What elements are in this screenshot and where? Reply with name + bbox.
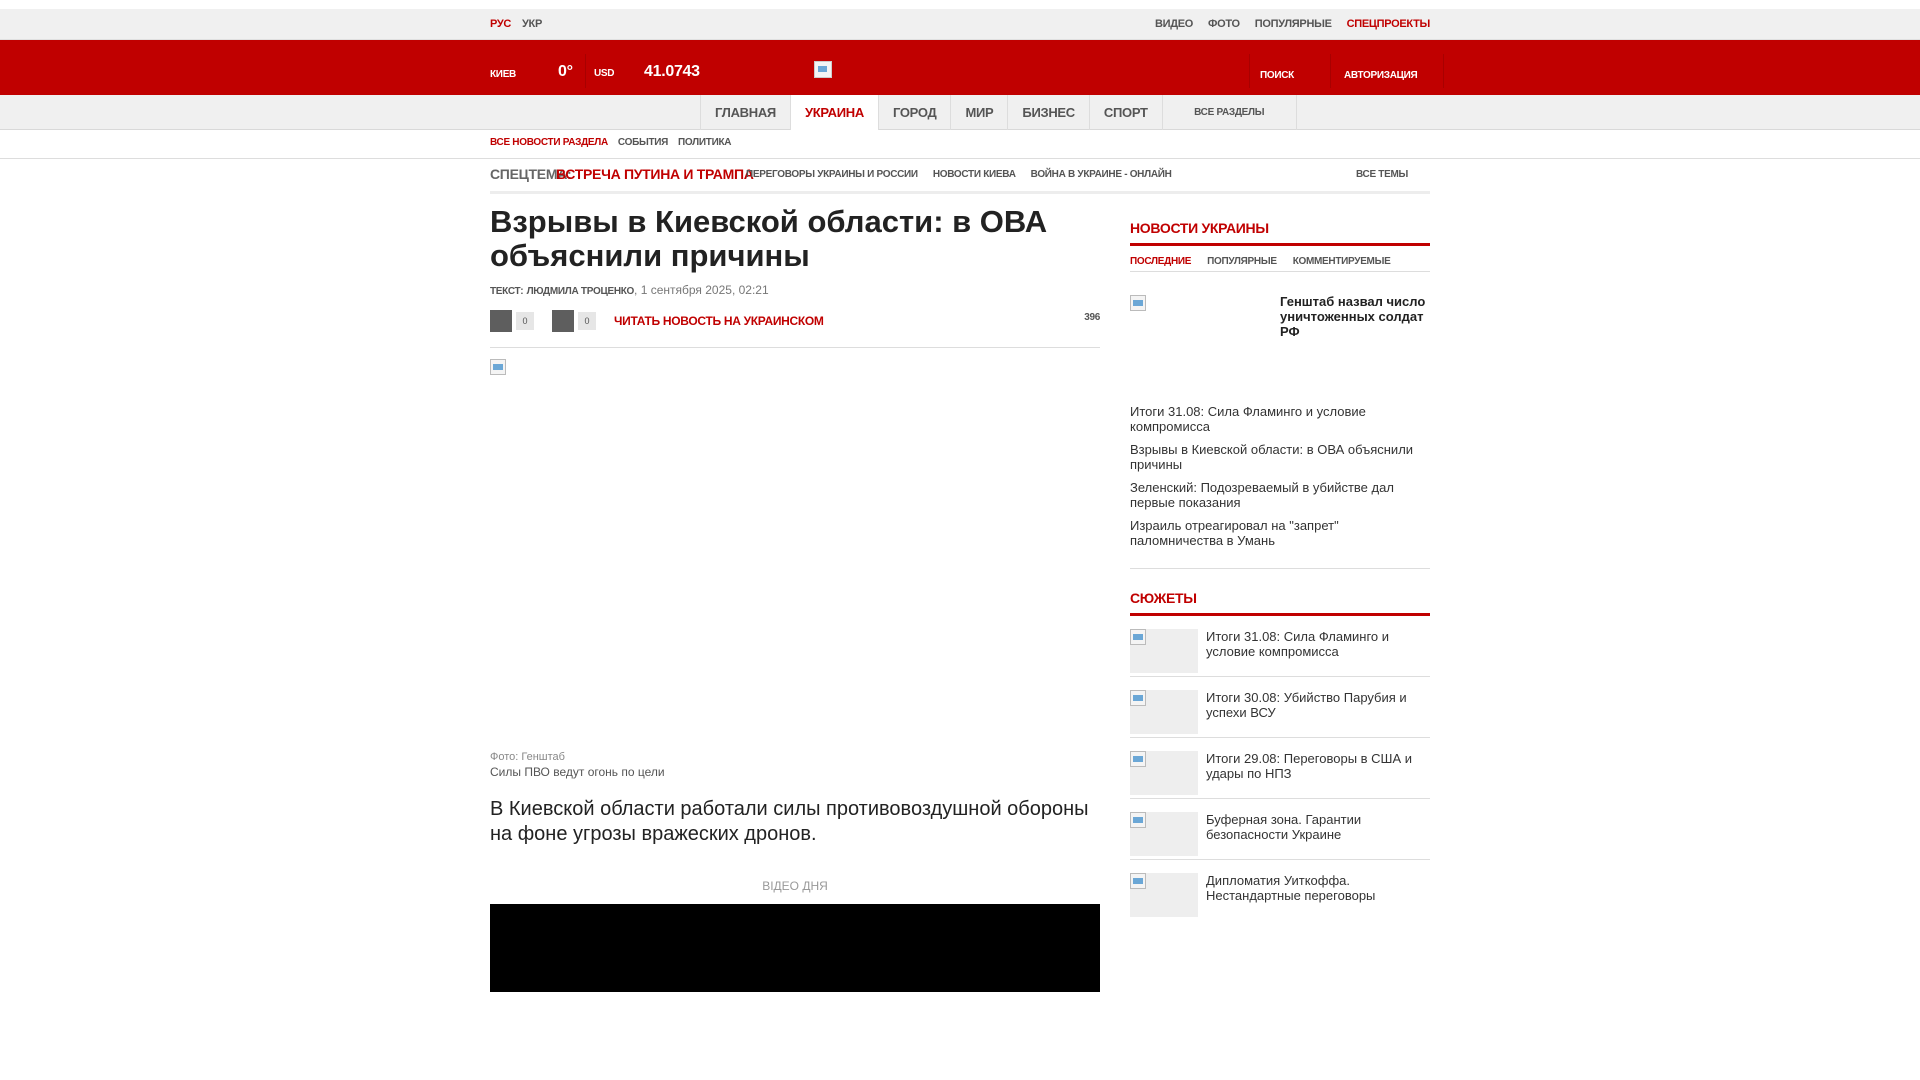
article-lead: В Киевской области работали силы противовоздушной обороны на фоне угрозы вражеских дронов. bbox=[490, 798, 1089, 845]
share-icon[interactable] bbox=[490, 310, 512, 332]
video-of-day-label: ВІДЕО ДНЯ bbox=[762, 879, 828, 893]
story-item[interactable] bbox=[1130, 738, 1430, 799]
article-actions bbox=[490, 310, 1100, 348]
article-image bbox=[490, 359, 506, 375]
tab-commented[interactable]: КОММЕНТИРУЕМЫЕ bbox=[1292, 256, 1391, 267]
story-title[interactable]: Итоги 30.08: Убийство Парубия и успехи ВСУ bbox=[1206, 690, 1407, 720]
sidebar-tabs bbox=[1130, 256, 1430, 272]
topics-all-link[interactable]: ВСЕ ТЕМЫ bbox=[1355, 169, 1408, 180]
story-title[interactable]: Дипломатия Уиткоффа. Нестандартные переговоры bbox=[1206, 873, 1376, 903]
subnav-politics[interactable]: ПОЛИТИКА bbox=[678, 137, 732, 148]
story-item[interactable] bbox=[1130, 677, 1430, 738]
top-link-popular[interactable]: ПОПУЛЯРНЫЕ bbox=[1254, 18, 1332, 30]
nav-world[interactable]: МИР bbox=[951, 95, 1008, 130]
article-title: Взрывы в Киевской области: в ОВА объяснили причины bbox=[490, 204, 1048, 273]
story-thumbnail bbox=[1130, 751, 1198, 795]
news-item[interactable]: Израиль отреагировал на "запрет" паломничества в Умань bbox=[1130, 518, 1339, 548]
story-item[interactable] bbox=[1130, 616, 1430, 677]
weather-city[interactable]: КИЕВ bbox=[490, 69, 516, 80]
lang-ukr-link[interactable]: УКР bbox=[522, 18, 542, 30]
top-links bbox=[1155, 18, 1430, 30]
subnav-events[interactable]: СОБЫТИЯ bbox=[617, 137, 669, 148]
nav-business[interactable]: БИЗНЕС bbox=[1008, 95, 1089, 130]
divider bbox=[585, 54, 586, 88]
nav-city[interactable]: ГОРОД bbox=[879, 95, 952, 130]
article-date: 1 сентября 2025, 02:21 bbox=[640, 283, 769, 297]
news-list bbox=[1130, 404, 1430, 569]
story-title[interactable]: Итоги 31.08: Сила Фламинго и условие компромисса bbox=[1206, 629, 1390, 659]
share-count: 0 bbox=[516, 312, 534, 330]
divider bbox=[1249, 54, 1250, 88]
photo-credit: Фото: Генштаб bbox=[490, 751, 565, 763]
tab-popular[interactable]: ПОПУЛЯРНЫЕ bbox=[1207, 256, 1277, 267]
story-title[interactable]: Итоги 29.08: Переговоры в США и удары по НПЗ bbox=[1206, 751, 1413, 781]
story-item[interactable] bbox=[1130, 860, 1430, 921]
top-link-video[interactable]: ВИДЕО bbox=[1154, 18, 1194, 30]
video-player[interactable] bbox=[490, 904, 1100, 992]
section-subnav bbox=[0, 130, 1920, 159]
top-link-special[interactable]: СПЕЦПРОЕКТЫ bbox=[1346, 18, 1430, 30]
topics-label: СПЕЦТЕМА: bbox=[490, 166, 572, 182]
special-topics bbox=[490, 160, 1430, 194]
news-item[interactable]: Зеленский: Подозреваемый в убийстве дал первые показания bbox=[1130, 480, 1394, 510]
story-thumbnail bbox=[1130, 629, 1198, 673]
divider bbox=[1330, 54, 1331, 88]
topic-main-link[interactable]: ВСТРЕЧА ПУТИНА И ТРАМПА bbox=[556, 166, 754, 182]
author-prefix: ТЕКСТ: bbox=[490, 286, 524, 297]
topic-link[interactable]: НОВОСТИ КИЕВА bbox=[932, 169, 1016, 180]
article bbox=[490, 204, 1100, 893]
divider bbox=[1443, 54, 1444, 88]
sidebar-news-title[interactable]: НОВОСТИ УКРАИНЫ bbox=[1130, 220, 1430, 246]
share-icon[interactable] bbox=[552, 310, 574, 332]
top-bar bbox=[0, 9, 1920, 40]
nav-all-sections[interactable]: ВСЕ РАЗДЕЛЫ bbox=[1163, 95, 1297, 130]
news-item[interactable]: Взрывы в Киевской области: в ОВА объяснили причины bbox=[1130, 442, 1414, 472]
sidebar-stories-title[interactable]: СЮЖЕТЫ bbox=[1130, 590, 1430, 616]
view-count: 396 bbox=[1084, 312, 1100, 323]
top-story-image bbox=[1130, 295, 1146, 311]
story-title[interactable]: Буферная зона. Гарантии безопасности Украине bbox=[1206, 812, 1362, 842]
top-story-title[interactable]: Генштаб назвал число уничтоженных солдат РФ bbox=[1280, 294, 1426, 339]
share-count: 0 bbox=[578, 312, 596, 330]
login-button[interactable]: АВТОРИЗАЦИЯ bbox=[1344, 70, 1418, 81]
byline: ТЕКСТ: ЛЮДМИЛА ТРОЦЕНКО, 1 сентября 2025, 02:21 bbox=[490, 283, 769, 297]
tab-latest[interactable]: ПОСЛЕДНИЕ bbox=[1130, 256, 1192, 267]
nav-main[interactable]: ГЛАВНАЯ bbox=[701, 95, 791, 130]
currency-rate: 41.0743 bbox=[644, 63, 700, 80]
topic-link[interactable]: ПЕРЕГОВОРЫ УКРАИНЫ И РОССИИ bbox=[746, 169, 918, 180]
site-logo[interactable] bbox=[814, 61, 832, 78]
weather-temp: 0° bbox=[558, 63, 573, 80]
topic-link[interactable]: ВОЙНА В УКРАИНЕ - ОНЛАЙН bbox=[1030, 169, 1172, 180]
nav-ukraine[interactable]: УКРАИНА bbox=[791, 95, 879, 130]
currency-code: USD bbox=[594, 68, 615, 79]
story-thumbnail bbox=[1130, 812, 1198, 856]
subnav-all-news[interactable]: ВСЕ НОВОСТИ РАЗДЕЛА bbox=[490, 137, 608, 148]
story-item[interactable] bbox=[1130, 799, 1430, 860]
story-thumbnail bbox=[1130, 873, 1198, 917]
sidebar bbox=[1130, 220, 1430, 921]
top-link-photo[interactable]: ФОТО bbox=[1208, 18, 1240, 30]
photo-caption: Силы ПВО ведут огонь по цели bbox=[490, 765, 665, 779]
top-story[interactable] bbox=[1130, 292, 1430, 396]
story-thumbnail bbox=[1130, 690, 1198, 734]
main-nav bbox=[0, 95, 1920, 130]
search-button[interactable]: ПОИСК bbox=[1260, 70, 1294, 81]
read-in-ukrainian-link[interactable]: ЧИТАТЬ НОВОСТЬ НА УКРАИНСКОМ bbox=[614, 314, 824, 328]
author-link[interactable]: ЛЮДМИЛА ТРОЦЕНКО bbox=[526, 286, 635, 297]
nav-sport[interactable]: СПОРТ bbox=[1090, 95, 1163, 130]
lang-rus-link[interactable]: РУС bbox=[490, 18, 512, 30]
news-item[interactable]: Итоги 31.08: Сила Фламинго и условие компромисса bbox=[1130, 404, 1366, 434]
header bbox=[0, 40, 1920, 95]
